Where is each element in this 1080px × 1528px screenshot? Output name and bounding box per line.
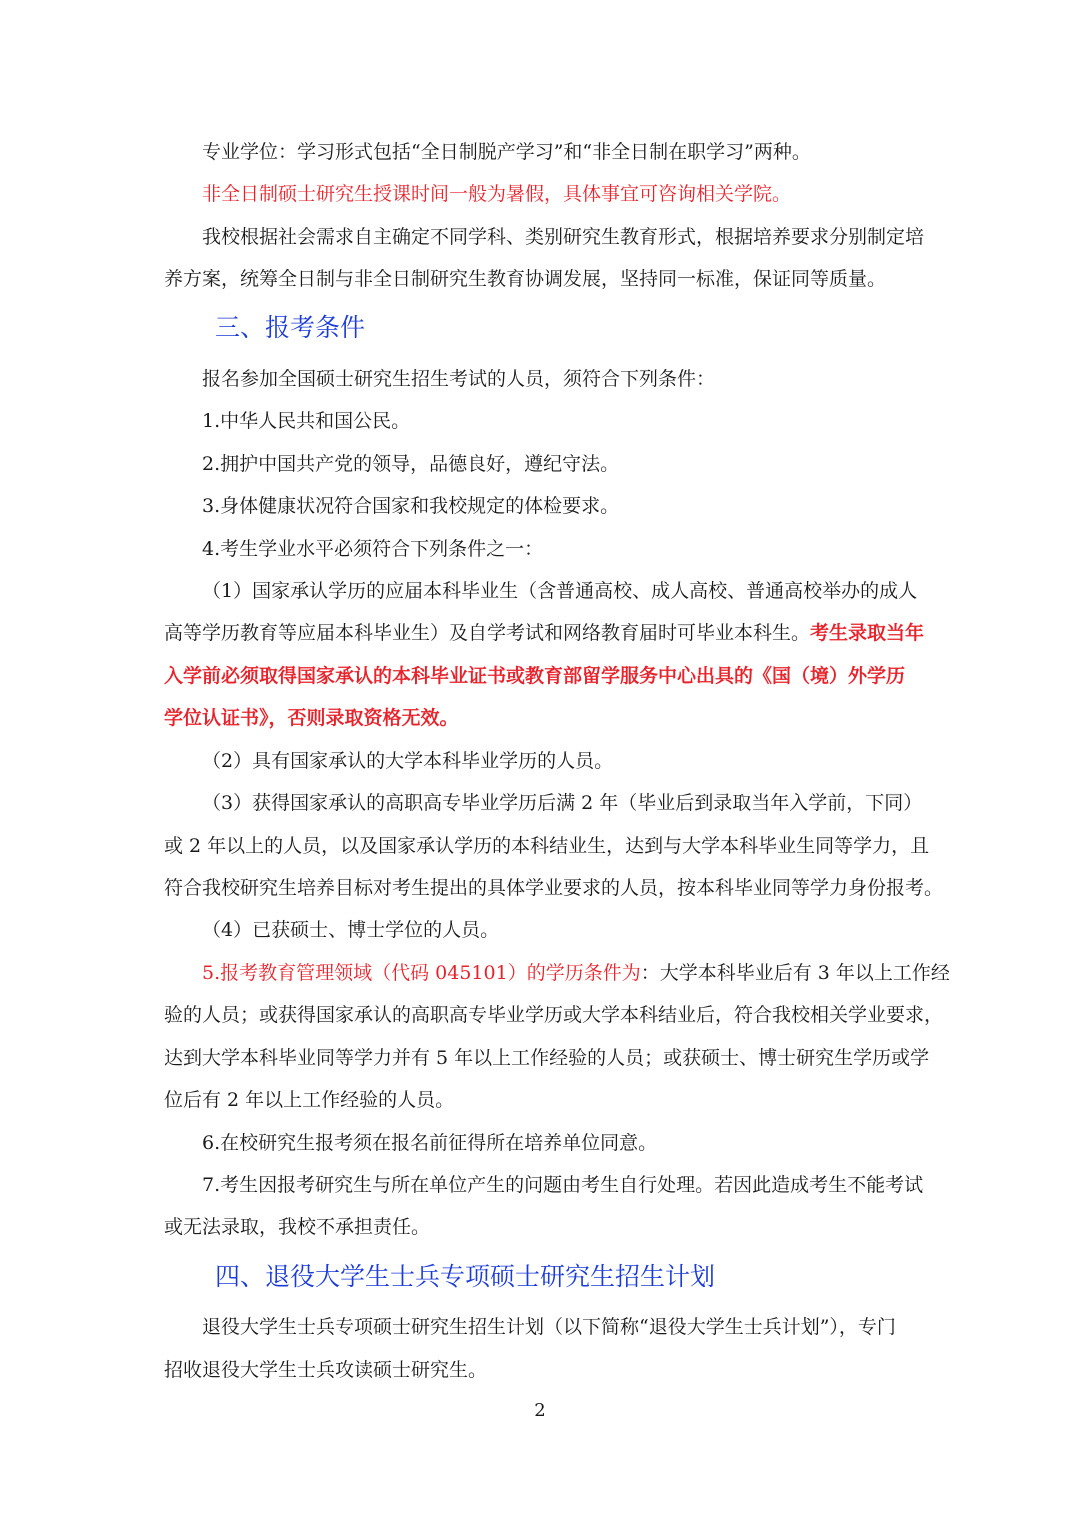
list-item: 2.拥护中国共产党的领导，品德良好，遵纪守法。 xyxy=(202,453,620,475)
highlight-line: 非全日制硕士研究生授课时间一般为暑假，具体事宜可咨询相关学院。 xyxy=(202,183,792,205)
page-number: 2 xyxy=(534,1400,546,1421)
list-item: 4.考生学业水平必须符合下列条件之一： xyxy=(202,538,544,560)
list-item: 1.中华人民共和国公民。 xyxy=(202,410,411,432)
paragraph-line: 专业学位：学习形式包括“全日制脱产学习”和“非全日制在职学习”两种。 xyxy=(202,141,811,163)
section-heading-3: 三、报考条件 xyxy=(215,313,366,342)
highlight-text: 5.报考教育管理领域（代码 045101）的学历条件为 xyxy=(202,962,641,984)
paragraph-line: 或 2 年以上的人员，以及国家承认学历的本科结业生，达到与大学本科毕业生同等学力，且 xyxy=(164,835,930,857)
paragraph-line: 退役大学生士兵专项硕士研究生招生计划（以下简称“退役大学生士兵计划”），专门 xyxy=(202,1316,896,1338)
normal-text: ：大学本科毕业后有 3 年以上工作经 xyxy=(640,962,950,984)
highlight-text: 考生录取当年 xyxy=(810,622,925,644)
paragraph-line: 报名参加全国硕士研究生招生考试的人员，须符合下列条件： xyxy=(202,368,716,390)
highlight-line: 学位认证书》，否则录取资格无效。 xyxy=(164,707,459,729)
paragraph-line: 或无法录取，我校不承担责任。 xyxy=(164,1216,431,1238)
highlight-line: 入学前必须取得国家承认的本科毕业证书或教育部留学服务中心出具的《国（境）外学历 xyxy=(164,665,906,687)
sub-item: （4）已获硕士、博士学位的人员。 xyxy=(202,919,500,941)
sub-item: （2）具有国家承认的大学本科毕业学历的人员。 xyxy=(202,750,614,772)
sub-item: （1）国家承认学历的应届本科毕业生（含普通高校、成人高校、普通高校举办的成人 xyxy=(202,580,918,602)
paragraph-line: 位后有 2 年以上工作经验的人员。 xyxy=(164,1089,455,1111)
paragraph-line: 验的人员；或获得国家承认的高职高专毕业学历或大学本科结业后，符合我校相关学业要求， xyxy=(164,1004,944,1026)
normal-text: 高等学历教育等应届本科毕业生）及自学考试和网络教育届时可毕业本科生。 xyxy=(164,622,811,644)
paragraph-line: 达到大学本科毕业同等学力并有 5 年以上工作经验的人员；或获硕士、博士研究生学历或学 xyxy=(164,1047,930,1069)
paragraph-line: 养方案，统筹全日制与非全日制研究生教育协调发展，坚持同一标准，保证同等质量。 xyxy=(164,268,887,290)
sub-item: （3）获得国家承认的高职高专毕业学历后满 2 年（毕业后到录取当年入学前，下同） xyxy=(202,792,923,814)
section-heading-4: 四、退役大学生士兵专项硕士研究生招生计划 xyxy=(215,1262,716,1291)
paragraph-line: 符合我校研究生培养目标对考生提出的具体学业要求的人员，按本科毕业同等学力身份报考。 xyxy=(164,877,944,899)
paragraph-line: 我校根据社会需求自主确定不同学科、类别研究生教育形式，根据培养要求分别制定培 xyxy=(202,226,925,248)
list-item: 6.在校研究生报考须在报名前征得所在培养单位同意。 xyxy=(202,1132,658,1154)
list-item: 3.身体健康状况符合国家和我校规定的体检要求。 xyxy=(202,495,620,517)
list-item: 7.考生因报考研究生与所在单位产生的问题由考生自行处理。若因此造成考生不能考试 xyxy=(202,1174,924,1196)
list-item xyxy=(202,960,950,986)
paragraph-line: 招收退役大学生士兵攻读硕士研究生。 xyxy=(164,1359,488,1381)
paragraph-line xyxy=(164,620,924,646)
